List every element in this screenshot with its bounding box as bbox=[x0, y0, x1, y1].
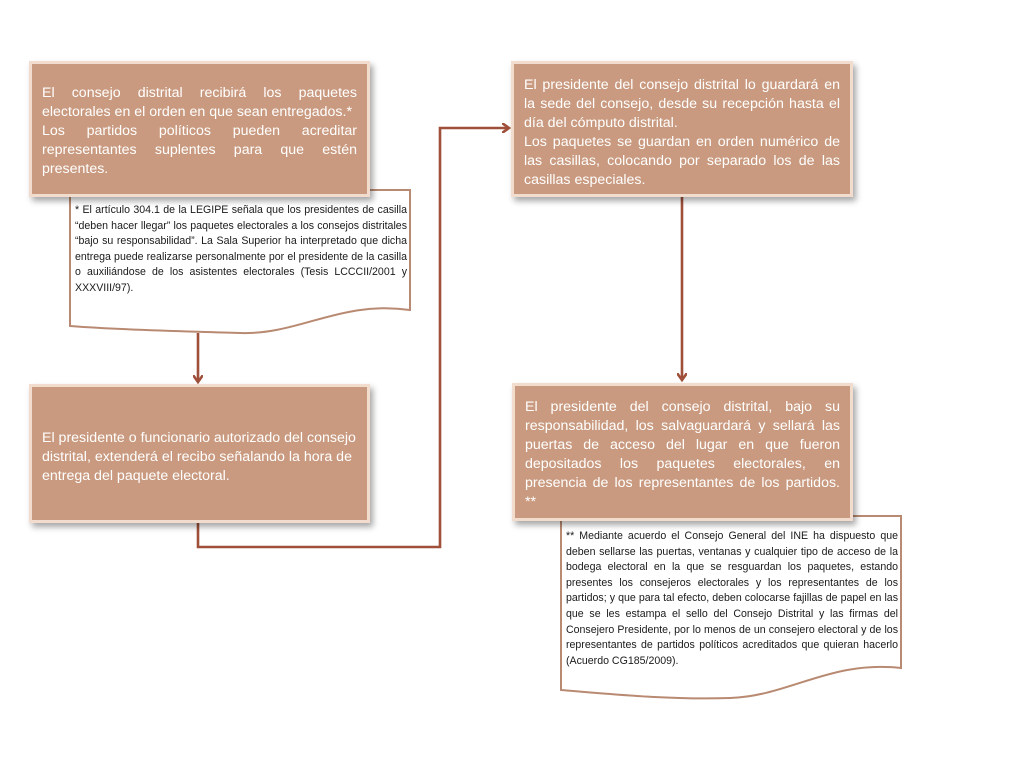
box3-paragraph-1: El presidente del consejo distrital lo guardará en la sede del consejo, desde su recepción hasta el día del cómputo distrital. bbox=[524, 77, 840, 131]
box2-paragraph-1: El presidente o funcionario autorizado del consejo distrital, extenderá el recibo señalando la hora de entrega del paquete electoral. bbox=[42, 430, 356, 484]
note1-text: * El artículo 304.1 de la LEGIPE señala que los presidentes de casilla “deben hacer llegar” los paquetes electorales a los consejos distritales “bajo su responsabilidad”. La Sala Superior ha interpretado que dicha entrega puede realizarse personalmente por el presidente de la casilla o auxiliándose de los asistentes electorales (Tesis LCCCII/2001 y XXXVIII/97). bbox=[75, 204, 407, 294]
box4-paragraph-1: El presidente del consejo distrital, bajo su responsabilidad, los salvaguardará y sellará las puertas de acceso del lugar en que fueron depositados los paquetes electorales, en presencia de los representantes de los partidos. ** bbox=[525, 399, 840, 510]
flow-box-safeguard bbox=[512, 383, 853, 521]
flow-box-receipt bbox=[29, 384, 370, 523]
box1-paragraph-1: El consejo distrital recibirá los paquetes electorales en el orden en que sean entregados.* bbox=[42, 85, 357, 120]
flow-box-reception bbox=[29, 61, 370, 197]
flow-box-storage bbox=[511, 61, 853, 197]
box3-paragraph-2: Los paquetes se guardan en orden numérico de las casillas, colocando por separado los de las casillas especiales. bbox=[524, 134, 840, 188]
footnote-ine-agreement bbox=[566, 529, 898, 669]
box1-paragraph-2: Los partidos políticos pueden acreditar representantes suplentes para que estén presentes. bbox=[42, 123, 357, 177]
footnote-legipe bbox=[75, 203, 407, 297]
note2-text: ** Mediante acuerdo el Consejo General del INE ha dispuesto que deben sellarse las puertas, ventanas y cualquier tipo de acceso de la bodega electoral en la que se resguardan los paquetes, estando presentes los consejeros electorales y los representantes de los partidos; y que para tal efecto, deben colocarse fajillas de papel en las que se les estampa el sello del Consejo Distrital y las firmas del Consejero Presidente, por lo menos de un consejero electoral y de los representantes de partidos políticos acreditados que quieran hacerlo (Acuerdo CG185/2009). bbox=[566, 530, 898, 667]
